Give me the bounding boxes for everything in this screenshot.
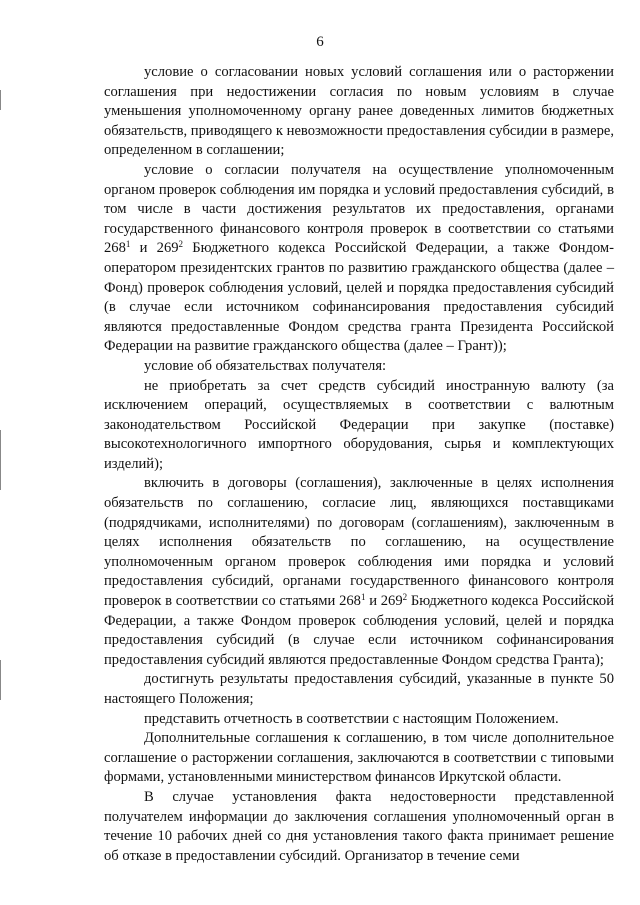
paragraph-7 xyxy=(104,710,614,730)
paragraph-text: представить отчетность в соответствии с настоящим Положением. xyxy=(144,710,559,727)
paragraph-1 xyxy=(104,63,614,161)
scan-edge-mark xyxy=(0,90,1,110)
page-number: 6 xyxy=(316,34,324,50)
paragraph-text: включить в договоры (соглашения), заключенные в целях исполнения обязательств по соглашению, согласие лиц, являющихся поставщиками (подрядчиками, исполнителями) по договорам (соглашениям), заключенным в целях исполнения обязательств по соглашению, на осуществление уполномоченным органом проверок соблюдения ими порядка и условий предоставления субсидий, органами государственного финансового контроля проверок в соответствии со статьями 268 xyxy=(104,475,614,610)
paragraph-text: и 269 xyxy=(365,593,403,610)
document-body xyxy=(104,63,614,866)
scan-edge-mark xyxy=(0,430,1,490)
paragraph-text: Бюджетного кодекса Российской Федерации, а также Фондом проверок соблюдения условий, целей и порядка предоставления субсидий (в случае если источником софинансирования предоставления субсидий являются предоставленные Фондом средства Гранта); xyxy=(104,593,615,668)
superscript: 2 xyxy=(402,592,408,603)
scan-edge-mark xyxy=(0,660,1,700)
paragraph-5 xyxy=(104,474,614,670)
superscript: 1 xyxy=(125,239,131,250)
superscript: 1 xyxy=(360,592,366,603)
paragraph-text: условие о согласии получателя на осуществление уполномоченным органом проверок соблюдения им порядка и условий предоставления субсидий, в том числе в части достижения результатов их предоставления, органами государственного финансового контроля проверок в соответствии со статьями 268 xyxy=(104,161,614,257)
paragraph-text: условие о согласовании новых условий соглашения или о расторжении соглашения при недостижении согласия по новым условиям в случае уменьшения уполномоченному органу ранее доведенных лимитов бюджетных обязательств, приводящего к невозможности предоставления субсидии в размере, определенном в соглашении; xyxy=(104,64,614,159)
paragraph-text: и 269 xyxy=(130,240,179,257)
paragraph-text: Дополнительные соглашения к соглашению, в том числе дополнительное соглашение о расторжении соглашения, заключаются в соответствии с типовыми формами, установленными министерством финансов Иркутской области. xyxy=(104,730,614,786)
paragraph-text: условие об обязательствах получателя: xyxy=(144,357,387,374)
paragraph-3 xyxy=(104,357,614,377)
paragraph-text: В случае установления факта недостоверности представленной получателем информации до заключения соглашения уполномоченный орган в течение 10 рабочих дней со дня установления такого факта принимает решение об отказе в предоставлении субсидий. Организатор в течение семи xyxy=(104,788,614,864)
paragraph-text: достигнуть результаты предоставления субсидий, указанные в пункте 50 настоящего Положения; xyxy=(104,671,614,707)
paragraph-8 xyxy=(104,729,614,788)
paragraph-text: не приобретать за счет средств субсидий иностранную валюту (за исключением операций, осуществляемых в соответствии с валютным законодательством Российской Федерации при закупке (поставке) высокотехнологичного импортного оборудования, сырья и комплектующих изделий); xyxy=(104,377,614,472)
paragraph-9 xyxy=(104,788,614,866)
superscript: 2 xyxy=(178,239,184,250)
paragraph-text: Бюджетного кодекса Российской Федерации, а также Фондом-оператором президентских грантов по развитию гражданского общества (далее – Фонд) проверок соблюдения условий, целей и порядка предоставления субсидий (в случае если источником софинансирования предоставления субсидий являются предоставленные Фондом средства гранта Президента Российской Федерации на развитие гражданского общества (далее – Грант)); xyxy=(104,240,614,355)
paragraph-4 xyxy=(104,377,614,475)
paragraph-2 xyxy=(104,161,614,357)
paragraph-6 xyxy=(104,670,614,709)
